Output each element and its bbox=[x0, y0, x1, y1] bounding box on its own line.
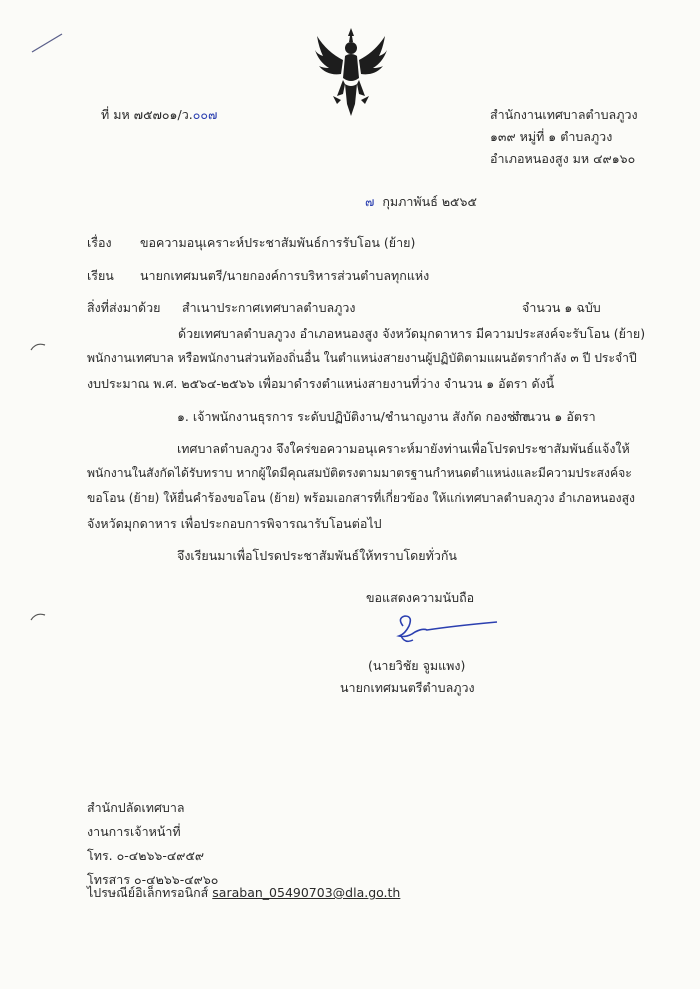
recipient-label: เรียน bbox=[87, 268, 114, 283]
punch-hole-mark bbox=[30, 340, 46, 352]
letter-date bbox=[365, 192, 477, 212]
office-address-line-1: สำนักงานเทศบาลตำบลภูวง bbox=[490, 107, 638, 122]
body-paragraph-2-line-2: พนักงานในสังกัดได้รับทราบ หากผู้ใดมีคุณสมบัติตรงตามมาตรฐานกำหนดตำแหน่งและมีความประสงค์จะ bbox=[87, 466, 632, 480]
signer-name: (นายวิชัย จูมแพง) bbox=[368, 658, 466, 673]
garuda-emblem-icon bbox=[313, 26, 389, 118]
recipient-text: นายกเทศมนตรี/นายกองค์การบริหารส่วนตำบลทุกแห่ง bbox=[140, 268, 430, 283]
body-paragraph-2-line-4: จังหวัดมุกดาหาร เพื่อประกอบการพิจารณารับโอนต่อไป bbox=[87, 516, 382, 531]
footer-section: งานการเจ้าหน้าที่ bbox=[87, 824, 181, 839]
reference-handwritten-number: ๐๐๗ bbox=[192, 107, 218, 122]
punch-hole-mark bbox=[30, 610, 46, 622]
body-paragraph-2-line-3: ขอโอน (ย้าย) ให้ยื่นคำร้องขอโอน (ย้าย) พร้อมเอกสารที่เกี่ยวข้อง ให้แก่เทศบาลตำบลภูวง อำเภอหนองสูง bbox=[87, 491, 635, 505]
subject-text: ขอความอนุเคราะห์ประชาสัมพันธ์การรับโอน (ย้าย) bbox=[140, 235, 416, 250]
body-paragraph-1-line-2: พนักงานเทศบาล หรือพนักงานส่วนท้องถิ่นอื่น ในตำแหน่งสายงานผู้ปฏิบัติตามแผนอัตรากำลัง ๓ ปี ประจำปี bbox=[87, 351, 637, 365]
position-item-1-quantity: จำนวน ๑ อัตรา bbox=[512, 409, 596, 424]
reference-prefix: ที่ มห ๗๕๗๐๑/ว. bbox=[101, 107, 193, 122]
body-paragraph-2-line-1: เทศบาลตำบลภูวง จึงใคร่ขอความอนุเคราะห์มายังท่านเพื่อโปรดประชาสัมพันธ์แจ้งให้ bbox=[177, 441, 630, 456]
signer-position: นายกเทศมนตรีตำบลภูวง bbox=[340, 680, 475, 695]
footer-telephone: โทร. ๐-๔๒๖๖-๔๙๕๙ bbox=[87, 848, 205, 863]
footer-email-link[interactable]: saraban_05490703@dla.go.th bbox=[212, 885, 401, 900]
closing-line: จึงเรียนมาเพื่อโปรดประชาสัมพันธ์ให้ทราบโดยทั่วกัน bbox=[177, 548, 457, 563]
enclosure-quantity: จำนวน ๑ ฉบับ bbox=[522, 300, 601, 315]
body-paragraph-1-line-1: ด้วยเทศบาลตำบลภูวง อำเภอหนองสูง จังหวัดมุกดาหาร มีความประสงค์จะรับโอน (ย้าย) bbox=[178, 326, 646, 341]
footer-department: สำนักปลัดเทศบาล bbox=[87, 800, 185, 815]
pen-stroke-mark bbox=[30, 32, 64, 54]
handwritten-signature bbox=[393, 612, 503, 648]
footer-email-label: ไปรษณีย์อิเล็กทรอนิกส์ bbox=[87, 885, 209, 900]
subject-label: เรื่อง bbox=[87, 235, 112, 250]
regards-text: ขอแสดงความนับถือ bbox=[366, 590, 475, 605]
body-paragraph-1-line-3: งบประมาณ พ.ศ. ๒๕๖๔-๒๕๖๖ เพื่อมาดำรงตำแหน่งสายงานที่ว่าง จำนวน ๑ อัตรา ดังนี้ bbox=[87, 376, 555, 391]
office-address-line-3: อำเภอหนองสูง มห ๔๙๑๖๐ bbox=[490, 151, 636, 166]
position-item-1: ๑. เจ้าพนักงานธุรการ ระดับปฏิบัติงาน/ชำนาญงาน สังกัด กองช่าง bbox=[177, 409, 529, 424]
enclosure-text: สำเนาประกาศเทศบาลตำบลภูวง bbox=[182, 300, 356, 315]
reference-number bbox=[101, 105, 217, 125]
office-address-line-2: ๑๓๙ หมู่ที่ ๑ ตำบลภูวง bbox=[490, 129, 613, 144]
enclosure-label: สิ่งที่ส่งมาด้วย bbox=[87, 300, 161, 315]
date-day-handwritten: ๗ bbox=[365, 194, 375, 209]
footer-fax: โทรสาร ๐-๔๒๖๖-๔๙๖๐ bbox=[87, 872, 219, 887]
date-month-year: กุมภาพันธ์ ๒๕๖๕ bbox=[382, 194, 477, 209]
footer-email bbox=[87, 883, 400, 903]
